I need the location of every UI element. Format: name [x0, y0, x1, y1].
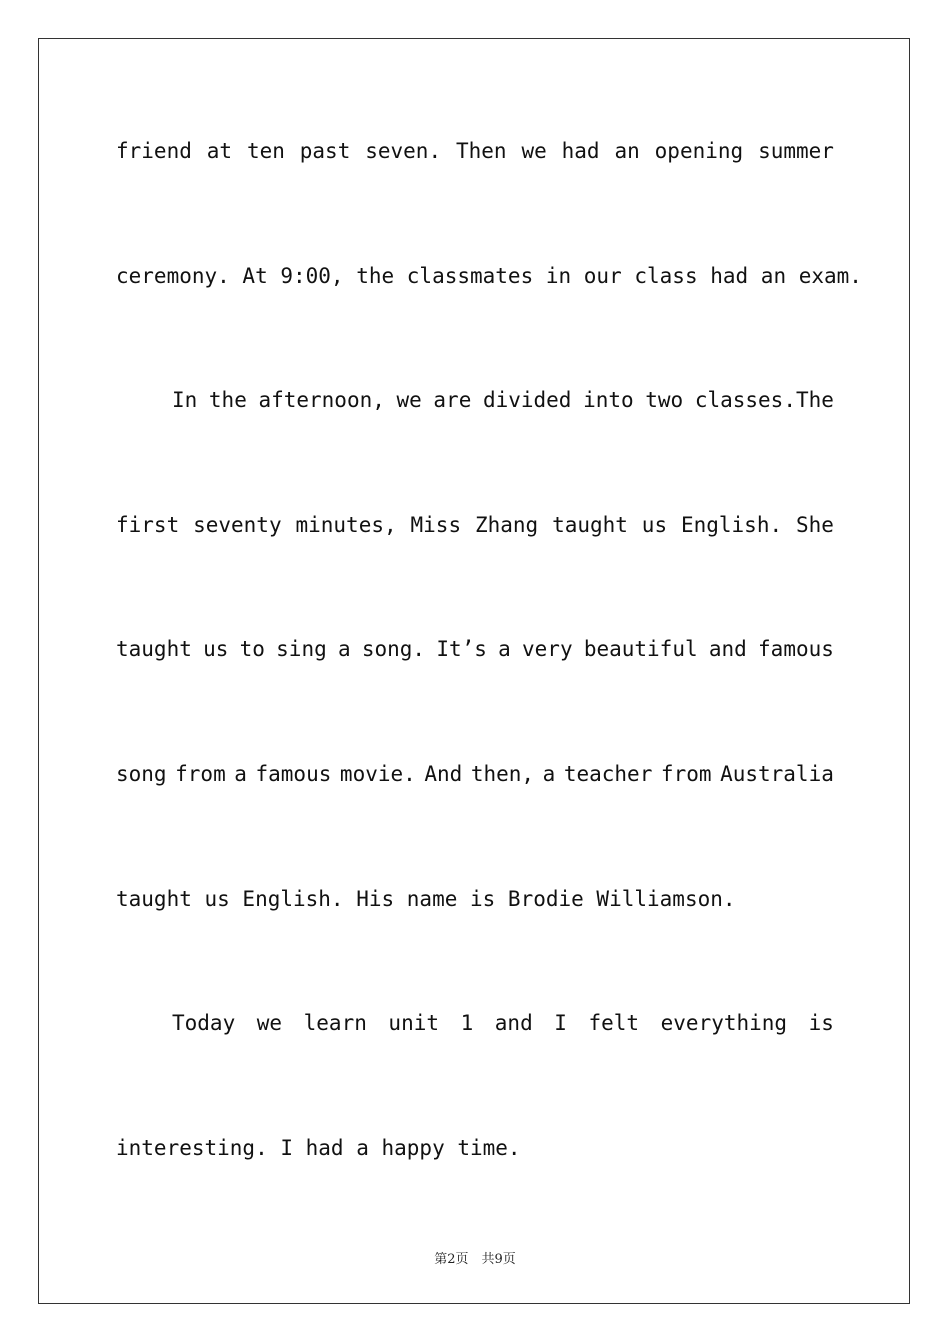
word: to [239, 637, 265, 662]
word: And [424, 762, 463, 786]
word: had [561, 139, 600, 163]
word: sing [276, 637, 327, 662]
text-line [116, 512, 834, 538]
word: classes.The [694, 388, 834, 413]
word: Zhang [474, 512, 539, 537]
word: from [175, 762, 226, 786]
word: beautiful [583, 637, 698, 662]
word: is [808, 1011, 834, 1036]
word: at [206, 139, 233, 163]
paragraph-first-line [172, 1010, 834, 1036]
text-line [116, 1135, 834, 1161]
word: Miss [410, 512, 462, 537]
word: summer [758, 139, 834, 163]
page-border [38, 38, 910, 1304]
word: we [396, 388, 422, 413]
text-line [116, 263, 862, 289]
word: the [208, 388, 247, 413]
word: divided [482, 388, 572, 413]
word: everything [660, 1011, 788, 1036]
word: from [660, 762, 712, 786]
word: seven. [365, 139, 442, 163]
word: opening [654, 139, 744, 163]
word: ten [246, 139, 285, 163]
word: famous [255, 762, 332, 786]
word: a [234, 762, 247, 786]
word: She [796, 512, 834, 537]
word: very [522, 637, 573, 662]
word: we [256, 1011, 283, 1036]
word: us [641, 512, 668, 537]
word: song. [361, 637, 426, 662]
text-line [116, 761, 834, 787]
word: Then [455, 139, 507, 163]
line-text: ceremony. At 9:00, the classmates in our class had an exam. [116, 263, 862, 288]
word: English. [680, 512, 783, 537]
text-line [116, 138, 834, 164]
word: It’s [436, 637, 487, 662]
word: we [521, 139, 547, 163]
text-line [116, 636, 834, 662]
word: a [337, 637, 351, 662]
word: learn [303, 1011, 367, 1036]
word: two [645, 388, 684, 413]
word: Australia [720, 762, 834, 786]
word: unit [388, 1011, 439, 1036]
word: felt [588, 1011, 640, 1036]
word: a [498, 637, 511, 662]
word: seventy [193, 512, 282, 537]
word: then, [470, 762, 535, 786]
word: and [494, 1011, 533, 1036]
word: taught [552, 512, 628, 537]
word: and [708, 637, 747, 662]
word: taught [116, 637, 192, 662]
word: 1 [460, 1011, 474, 1036]
paragraph-first-line [172, 387, 834, 413]
line-text: taught us English. His name is Brodie Williamson. [116, 886, 736, 911]
word: an [614, 139, 640, 163]
word: Today [172, 1011, 236, 1036]
word: are [433, 388, 472, 413]
word: afternoon, [258, 388, 385, 413]
word: teacher [563, 762, 653, 786]
page-number-footer: 第2页 共9页 [434, 1252, 516, 1267]
word: famous [758, 637, 834, 662]
line-text: interesting. I had a happy time. [116, 1135, 521, 1160]
word: friend [116, 139, 192, 163]
word: into [583, 388, 634, 413]
word: song [116, 762, 167, 786]
word: minutes, [295, 512, 397, 537]
word: movie. [339, 762, 416, 786]
word: In [172, 388, 198, 413]
word: first [116, 512, 180, 537]
word: us [203, 637, 229, 662]
word: a [542, 762, 556, 786]
word: past [299, 139, 351, 163]
word: I [554, 1011, 567, 1036]
text-line [116, 886, 834, 912]
